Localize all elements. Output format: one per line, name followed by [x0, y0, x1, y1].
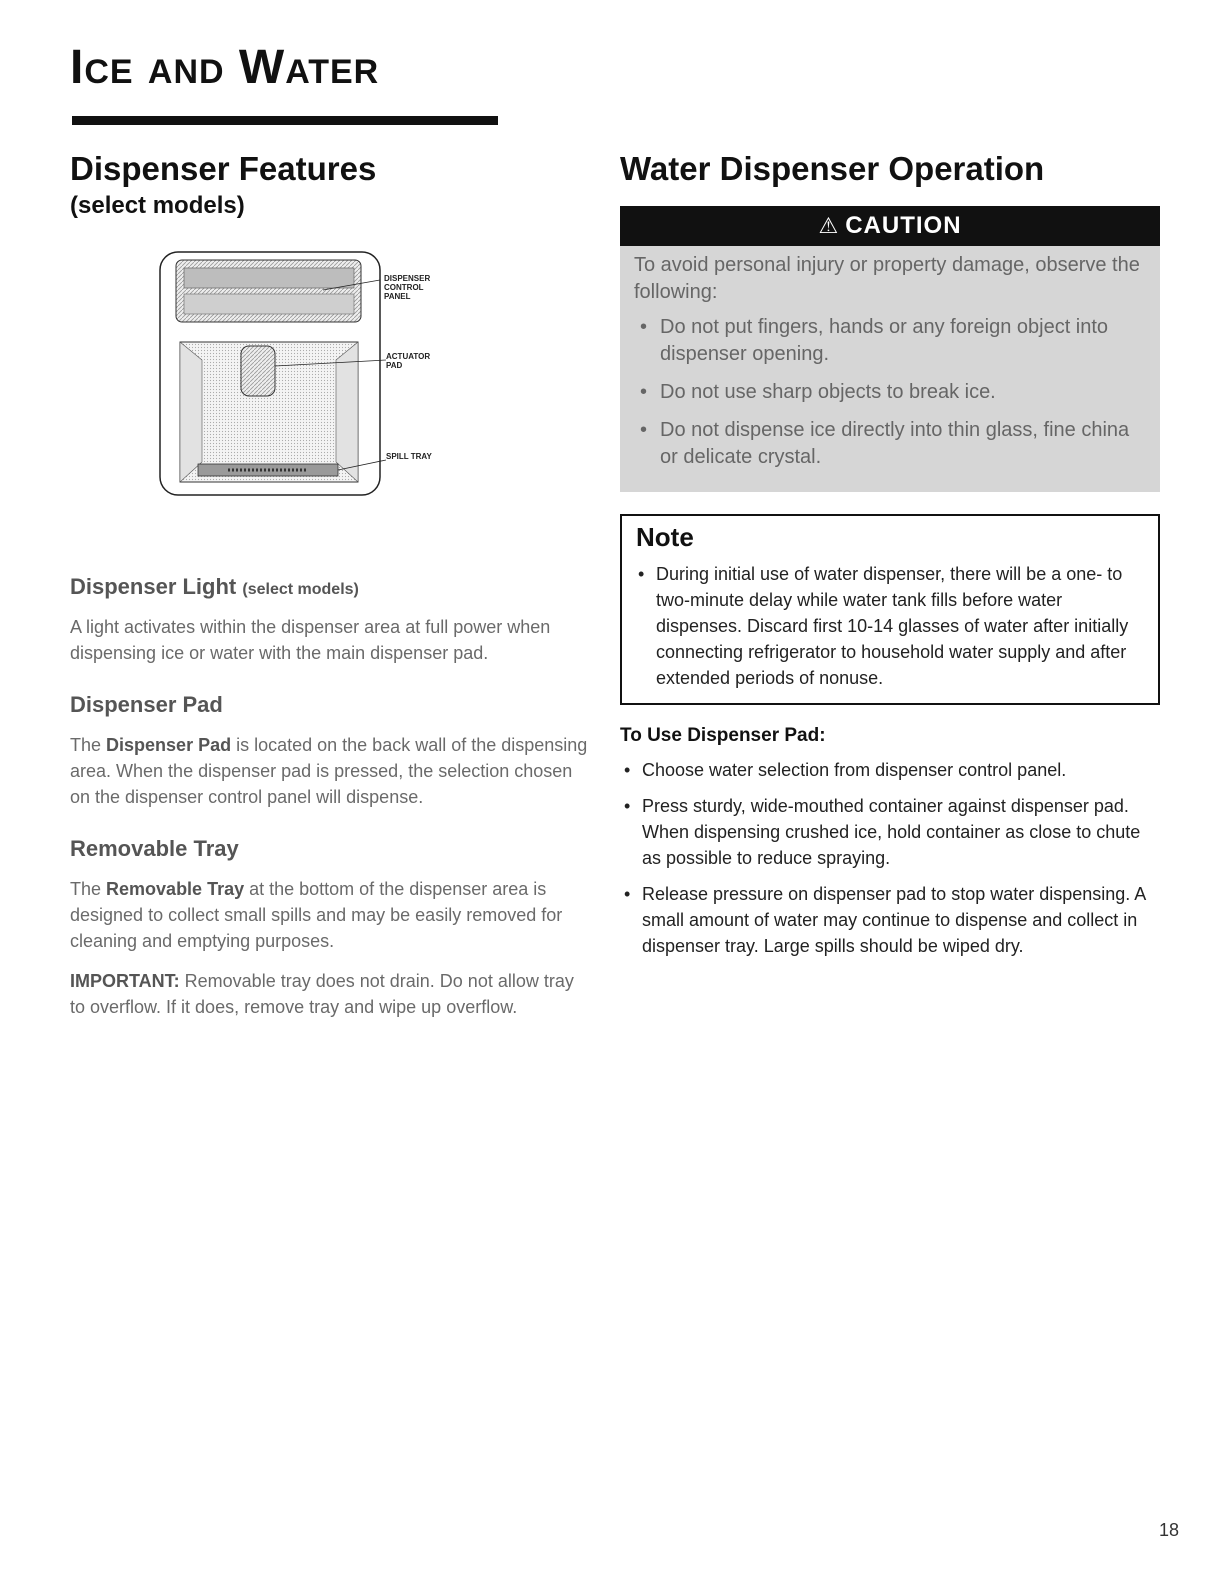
page-number: 18 [1158, 1520, 1179, 1540]
removable-tray-heading: Removable Tray [70, 836, 239, 861]
caution-intro: To avoid personal injury or property damage, observe the following: [634, 254, 1140, 303]
use-item: • Press sturdy, wide-mouthed container against dispenser pad. When dispensing crushed ice, hold container as close to chute as possible to reduce spraying. [620, 793, 1160, 871]
caution-banner [620, 206, 1160, 246]
dispenser-light-heading [70, 574, 590, 600]
callout-control-panel: DISPENSER CONTROL PANEL [384, 274, 431, 301]
dispenser-features-heading: Dispenser Features [70, 150, 377, 187]
dispenser-pad-text-pre: The [70, 735, 107, 755]
caution-label: CAUTION [845, 212, 962, 239]
callout-spill-tray: SPILL TRAY [386, 452, 432, 461]
caution-list [634, 314, 1146, 471]
note-title: Note [636, 522, 694, 552]
dispenser-light-heading-text: Dispenser Light [70, 574, 237, 599]
removable-tray-text-pre: The [70, 879, 107, 899]
caution-box [620, 246, 1160, 492]
title-rule [72, 116, 498, 125]
water-dispenser-operation-heading: Water Dispenser Operation [620, 150, 1045, 187]
dispenser-light-text: A light activates within the dispenser area at full power when dispensing ice or water with the main dispenser pad. [70, 617, 551, 663]
dispenser-pad-text-bold: Dispenser Pad [106, 735, 232, 755]
right-column [620, 150, 1160, 959]
dispenser-illustration [158, 250, 578, 530]
removable-tray-text-post: at the bottom of the dispenser area is designed to collect small spills and may be easily removed for cleaning and emptying purposes. [70, 879, 563, 951]
dispenser-pad-text [70, 732, 590, 810]
use-dispenser-pad-heading: To Use Dispenser Pad: [620, 725, 826, 746]
use-dispenser-pad-list [620, 757, 1160, 959]
note-box [620, 514, 1160, 705]
dispenser-pad-text-post: is located on the back wall of the dispensing area. When the dispenser pad is pressed, the selection chosen on the dispenser control panel will dispense. [70, 735, 588, 807]
warning-triangle-icon: ⚠ [818, 213, 840, 238]
note-list [636, 561, 1144, 691]
important-text [70, 968, 590, 1020]
left-column [70, 150, 590, 1020]
note-item: • During initial use of water dispenser, there will be a one- to two-minute delay while water tank fills before water dispenses. Discard first 10-14 glasses of water after initially connecting refrigerator to household water supply and after extended periods of nonuse. [636, 561, 1144, 691]
dispenser-pad-heading: Dispenser Pad [70, 692, 223, 717]
callout-actuator-pad: ACTUATOR PAD [386, 352, 431, 370]
caution-item: • Do not dispense ice directly into thin glass, fine china or delicate crystal. [634, 417, 1146, 471]
important-label: IMPORTANT: [70, 971, 180, 991]
use-item: • Choose water selection from dispenser control panel. [620, 757, 1160, 783]
important-body: Removable tray does not drain. Do not allow tray to overflow. If it does, remove tray and wipe up overflow. [70, 971, 574, 1017]
caution-item: • Do not use sharp objects to break ice. [634, 379, 1146, 406]
dispenser-light-heading-note: (select models) [242, 581, 359, 598]
select-models-subheading: (select models) [70, 192, 245, 219]
use-item: • Release pressure on dispenser pad to stop water dispensing. A small amount of water may continue to dispense and collect in dispenser tray. Large spills should be wiped dry. [620, 881, 1160, 959]
page-title: Ice and Water [70, 41, 380, 94]
removable-tray-text-bold: Removable Tray [106, 879, 245, 899]
caution-item: • Do not put fingers, hands or any foreign object into dispenser opening. [634, 314, 1146, 368]
removable-tray-text [70, 876, 590, 954]
